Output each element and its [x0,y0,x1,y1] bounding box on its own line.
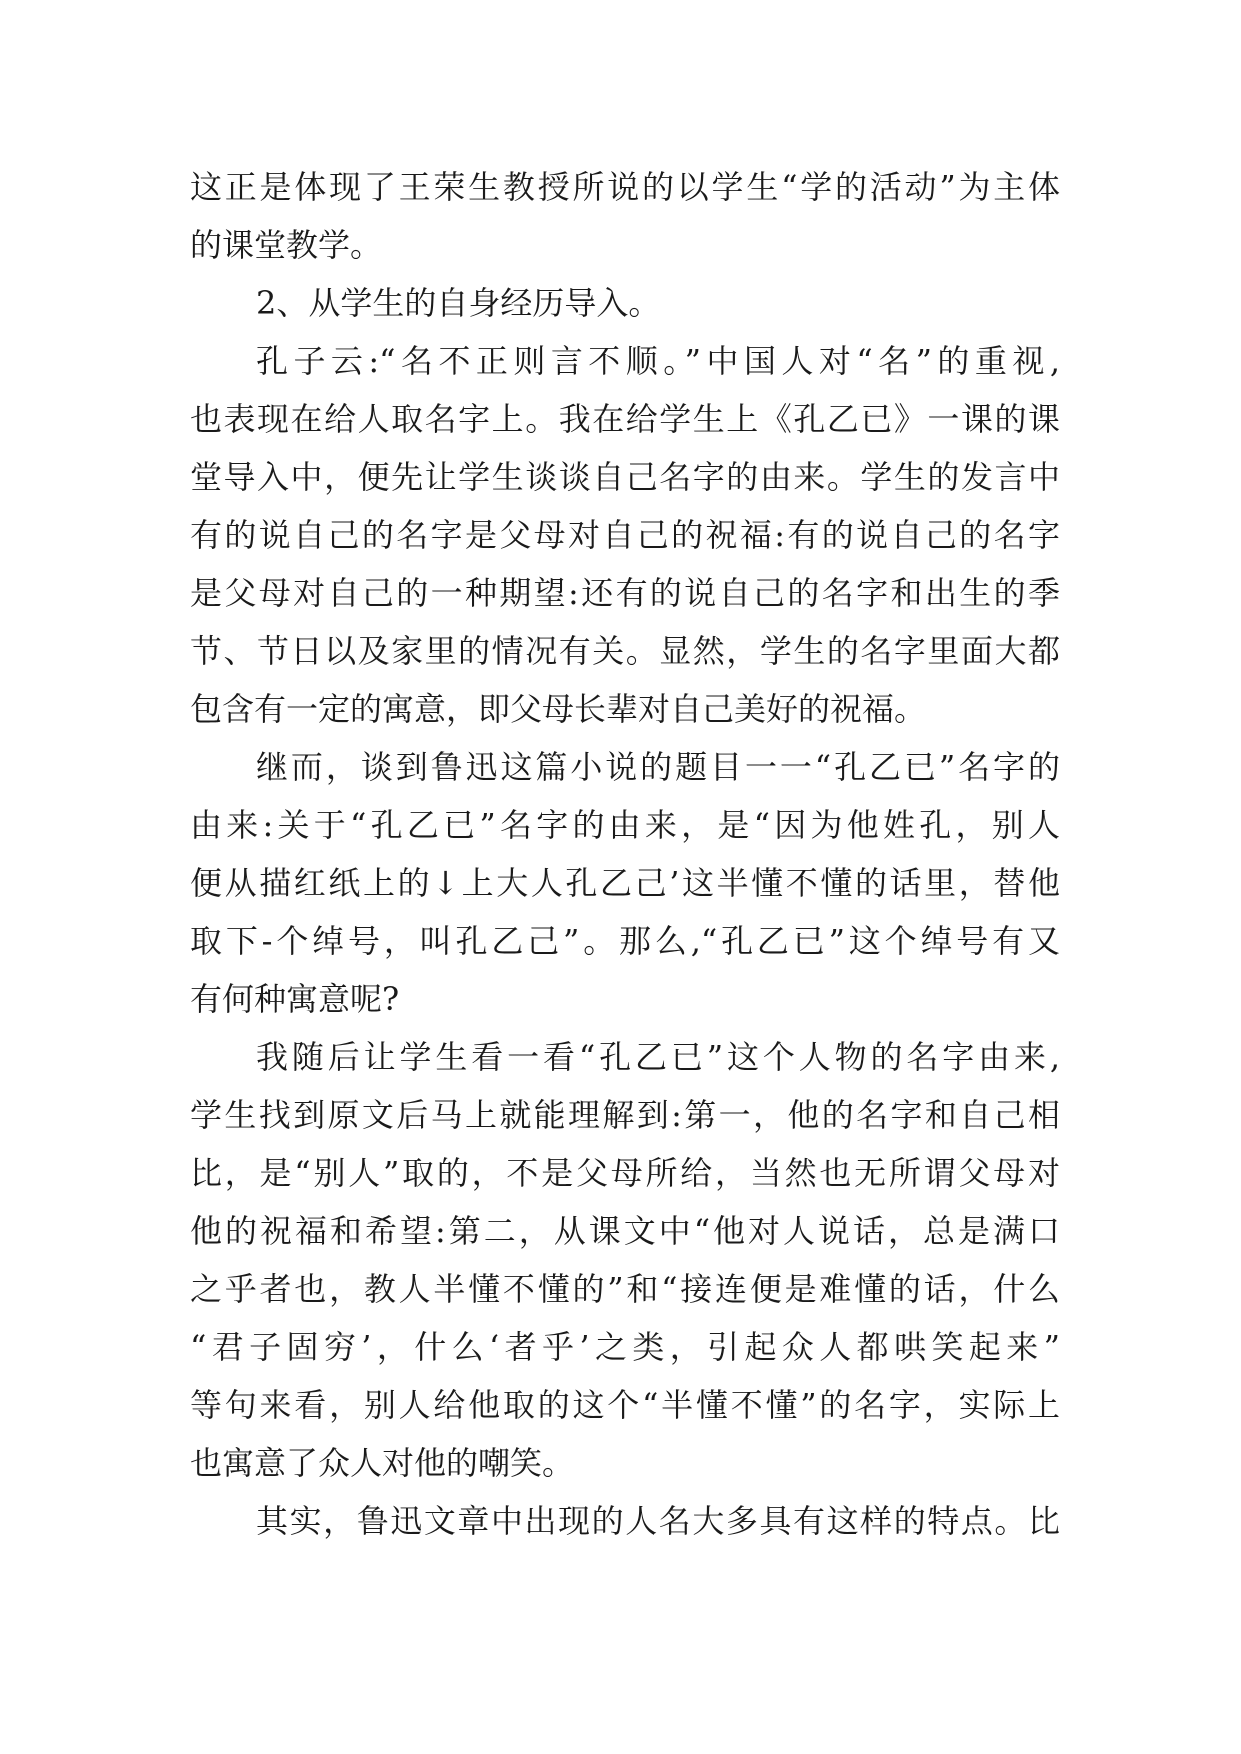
text-line: 这正是体现了王荣生教授所说的以学生“学的活动”为主体 [190,168,1060,206]
text-line: 包含有一定的寓意，即父母长辈对自己美好的祝福。 [190,690,927,728]
text-line: 堂导入中，便先让学生谈谈自己名字的由来。学生的发言中 [190,458,1060,496]
text-line: “君子固穷’，什么‘者乎’之类，引起众人都哄笑起来” [190,1328,1060,1366]
text-line: 之乎者也，教人半懂不懂的”和“接连便是难懂的话，什么 [190,1270,1060,1308]
text-line: 有何种寓意呢? [190,980,400,1018]
text-line: 继而，谈到鲁迅这篇小说的题目一一“孔乙已”名字的 [256,748,1060,786]
text-line: 等句来看，别人给他取的这个“半懂不懂”的名字，实际上 [190,1386,1060,1424]
body-text [190,158,1060,1550]
text-line: 的课堂教学。 [190,226,383,264]
text-line: 学生找到原文后马上就能理解到:第一，他的名字和自己相 [190,1096,1060,1134]
text-line: 是父母对自己的一种期望:还有的说自己的名字和出生的季 [190,574,1060,612]
text-line: 他的祝福和希望:第二，从课文中“他对人说话，总是满口 [190,1212,1060,1250]
text-line: 也寓意了众人对他的嘲笑。 [190,1444,575,1482]
text-line: 由来:关于“孔乙已”名字的由来，是“因为他姓孔，别人 [190,806,1060,844]
text-line: 孔子云:“名不正则言不顺。”中国人对“名”的重视, [256,342,1060,380]
text-line: 取下-个绰号，叫孔乙己”。那么,“孔乙已”这个绰号有又 [190,922,1060,960]
text-line: 有的说自己的名字是父母对自己的祝福:有的说自己的名字 [190,516,1060,554]
text-line: 比，是“别人”取的，不是父母所给，当然也无所谓父母对 [190,1154,1060,1192]
text-line: 便从描红纸上的↓上大人孔乙己’这半懂不懂的话里，替他 [190,864,1060,902]
text-line: 也表现在给人取名字上。我在给学生上《孔乙已》一课的课 [190,400,1060,438]
text-line: 节、节日以及家里的情况有关。显然，学生的名字里面大都 [190,632,1060,670]
text-line: 我随后让学生看一看“孔乙已”这个人物的名字由来, [256,1038,1060,1076]
section-heading: 2、从学生的自身经历导入。 [256,284,661,322]
text-line: 其实，鲁迅文章中出现的人名大多具有这样的特点。比 [256,1502,1060,1540]
